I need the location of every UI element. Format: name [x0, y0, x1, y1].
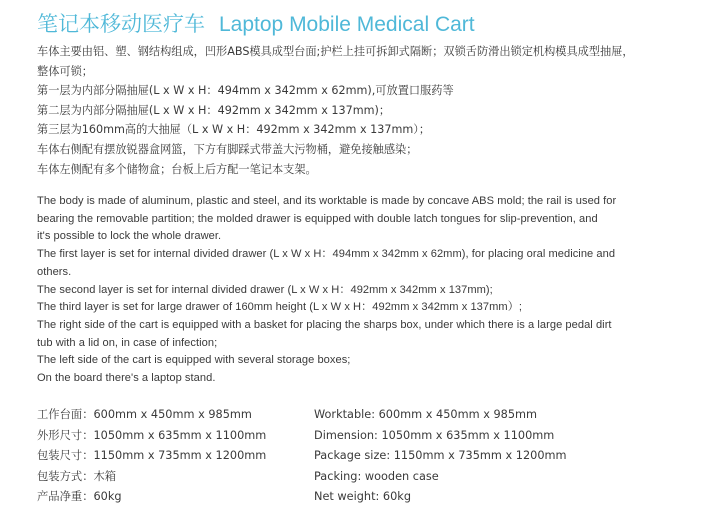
description-line: 整体可锁； [37, 64, 93, 78]
description-line: The right side of the cart is equipped with a basket for placing the sharps box, under which there is a large pedal dirt [37, 318, 612, 331]
page-title [37, 10, 475, 39]
description-line: 车体主要由铝、塑、钢结构组成，凹形ABS模具成型台面;护栏上挂可拆卸式隔断；双锁舌防滑出锁定机构模具成型抽屉， [37, 45, 634, 58]
description-line: 第二层为内部分隔抽屉(L x W x H：492mm x 342mm x 137mm)； [37, 103, 391, 117]
title-chinese: 笔记本移动医疗车 [37, 12, 205, 36]
description-line: The second layer is set for internal divided drawer (L x W x H：492mm x 342mm x 137mm); [37, 283, 493, 296]
description-line: it's possible to lock the whole drawer. [37, 230, 222, 243]
description-line: 第三层为160mm高的大抽屉（L x W x H：492mm x 342mm x 137mm）； [37, 123, 431, 137]
description-line: bearing the removable partition; the molded drawer is equipped with double latch tongues for slip-prevention, and [37, 212, 598, 225]
description-chinese [37, 42, 697, 179]
description-line: tub with a lid on, in case of infection; [37, 336, 218, 349]
description-line: others. [37, 265, 72, 278]
title-english: Laptop Mobile Medical Cart [219, 13, 475, 36]
description-line: The body is made of aluminum, plastic and steel, and its worktable is made by concave ABS mold; the rail is used for [37, 195, 617, 207]
specs-english [314, 405, 567, 508]
description-line: 车体右侧配有摆放锐器盒网篮，下方有脚踩式带盖大污物桶，避免接触感染； [37, 142, 418, 156]
description-english [37, 193, 699, 388]
spec-package-size: 包装尺寸：1150mm x 735mm x 1200mm [37, 449, 267, 463]
spec-dimension: Dimension: 1050mm x 635mm x 1100mm [314, 428, 555, 442]
specs-chinese [37, 405, 266, 508]
spec-packing: 包装方式：木箱 [37, 469, 117, 483]
spec-package-size: Package size: 1150mm x 735mm x 1200mm [314, 449, 567, 463]
spec-net-weight: 产品净重：60kg [37, 490, 122, 504]
description-line: The first layer is set for internal divided drawer (L x W x H：494mm x 342mm x 62mm), for placing oral medicine and [37, 248, 616, 261]
description-line: The left side of the cart is equipped with several storage boxes; [37, 354, 351, 367]
description-line: 车体左侧配有多个储物盒；台板上后方配一笔记本支架。 [37, 162, 317, 176]
spec-packing: Packing: wooden case [314, 469, 439, 483]
description-line: On the board there's a laptop stand. [37, 372, 216, 385]
spec-worktable: Worktable: 600mm x 450mm x 985mm [314, 408, 538, 421]
description-line: The third layer is set for large drawer of 160mm height (L x W x H：492mm x 342mm x 137mm）; [37, 301, 522, 314]
description-line: 第一层为内部分隔抽屉(L x W x H：494mm x 342mm x 62mm),可放置口服药等 [37, 84, 454, 98]
spec-dimension: 外形尺寸：1050mm x 635mm x 1100mm [37, 428, 267, 442]
spec-worktable: 工作台面：600mm x 450mm x 985mm [37, 408, 252, 421]
spec-net-weight: Net weight: 60kg [314, 490, 411, 504]
